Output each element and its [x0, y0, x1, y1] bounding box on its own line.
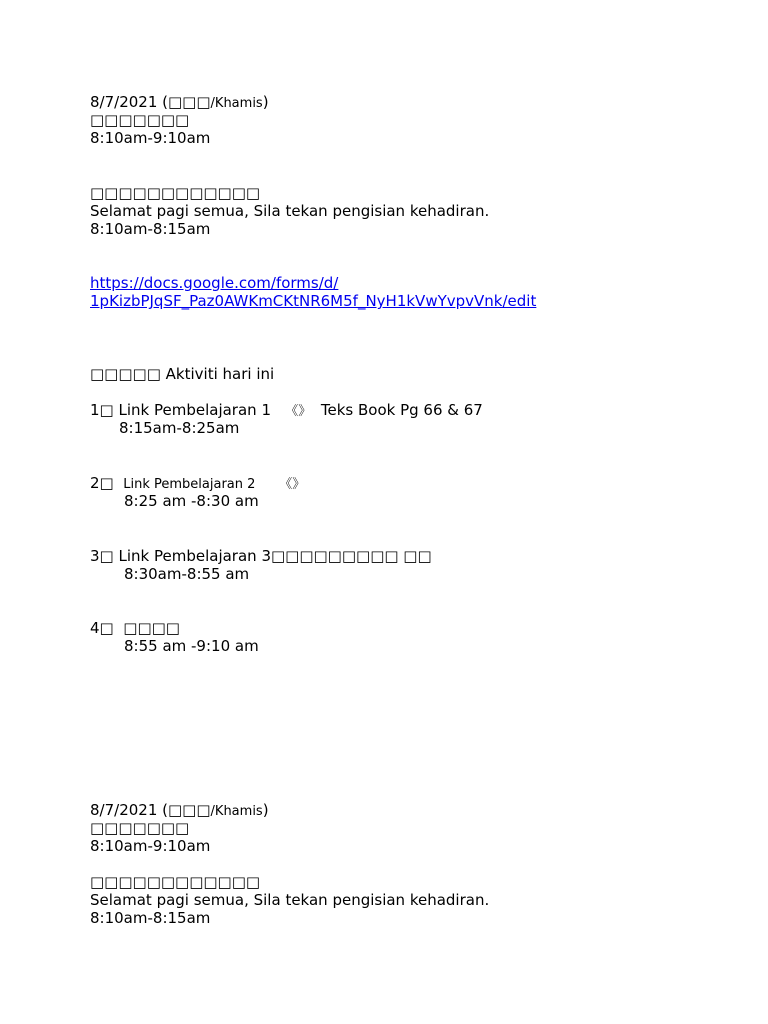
subject-cjk: □□□□□□□ — [90, 111, 190, 129]
item-number: 1□ — [90, 401, 114, 419]
greeting-cjk: □□□□□□□□□□□□ — [90, 873, 261, 891]
date-line — [90, 801, 269, 821]
item-number: 2□ — [90, 474, 114, 492]
item-time: 8:25 am -8:30 am — [124, 492, 259, 510]
date: 8/7/2021 ( — [90, 801, 168, 819]
day-close: ) — [262, 93, 269, 111]
item-number: 3□ — [90, 547, 114, 565]
day-malay: Khamis — [214, 96, 263, 111]
list-item — [90, 547, 432, 565]
activities-cjk: □□□□□ — [90, 365, 161, 383]
attendance-time: 8:10am-8:15am — [90, 909, 211, 927]
activities-label: Aktiviti hari ini — [165, 365, 275, 383]
learning-link-1[interactable]: Link Pembelajaran 1 — [118, 401, 271, 419]
learning-link-2[interactable]: Link Pembelajaran 2 — [123, 477, 256, 492]
activities-heading — [90, 365, 274, 383]
attendance-form-link-cont[interactable]: 1pKizbPJqSF_Paz0AWKmCKtNR6M5f_NyH1kVwYvpvVnk/edit — [90, 292, 537, 310]
item-time: 8:55 am -9:10 am — [124, 637, 259, 655]
greeting-text: Selamat pagi semua, Sila tekan pengisian kehadiran. — [90, 202, 490, 220]
item-marks: □□□□□□□□□ □□ — [270, 547, 432, 565]
greeting-cjk: □□□□□□□□□□□□ — [90, 184, 261, 202]
list-item — [90, 401, 483, 421]
class-time: 8:10am-9:10am — [90, 129, 211, 147]
greeting-text: Selamat pagi semua, Sila tekan pengisian kehadiran. — [90, 891, 490, 909]
learning-link-3[interactable]: Link Pembelajaran 3 — [118, 547, 271, 565]
list-item — [90, 474, 305, 494]
item-time: 8:15am-8:25am — [119, 419, 240, 437]
day-malay: Khamis — [214, 804, 263, 819]
list-item — [90, 619, 180, 637]
item-number: 4□ — [90, 619, 114, 637]
attendance-form-link[interactable]: https://docs.google.com/forms/d/ — [90, 274, 339, 292]
subject-cjk: □□□□□□□ — [90, 819, 190, 837]
day-close: ) — [262, 801, 269, 819]
day-sep: / — [210, 96, 215, 111]
date-line — [90, 93, 269, 113]
day-cjk: □□□ — [168, 93, 211, 111]
date: 8/7/2021 ( — [90, 93, 168, 111]
item-marks: 《》 — [285, 404, 312, 419]
item-extra: Teks Book Pg 66 & 67 — [320, 401, 483, 419]
day-cjk: □□□ — [168, 801, 211, 819]
item-label: □□□□ — [123, 619, 180, 637]
item-time: 8:30am-8:55 am — [124, 565, 250, 583]
day-sep: / — [210, 804, 215, 819]
attendance-time: 8:10am-8:15am — [90, 220, 211, 238]
class-time: 8:10am-9:10am — [90, 837, 211, 855]
item-marks: 《》 — [279, 477, 306, 492]
